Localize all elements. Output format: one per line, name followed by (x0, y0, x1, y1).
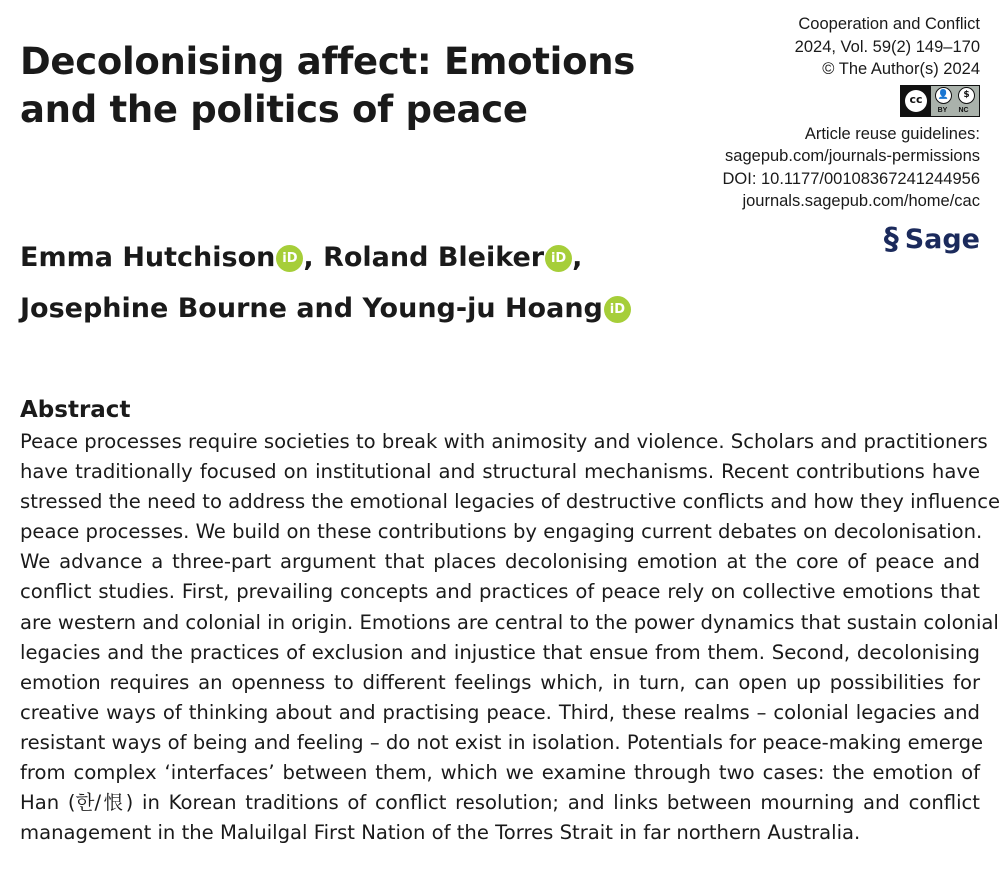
author-separator: , (572, 242, 583, 273)
abstract-heading: Abstract (20, 397, 131, 423)
author-list (20, 232, 720, 334)
author-name: Roland Bleiker (323, 242, 545, 273)
orcid-icon[interactable]: iD (604, 296, 631, 323)
abstract-line: peace processes. We build on these contributions by engaging current debates on decolonisation. (20, 520, 983, 544)
abstract-line: legacies and the practices of exclusion and injustice that ensue from them. Second, decolonising (20, 640, 980, 664)
journal-citation: 2024, Vol. 59(2) 149–170 (794, 37, 980, 56)
noncommercial-icon: $ (958, 87, 975, 104)
publisher-name: Sage (904, 223, 980, 255)
abstract-line: stressed the need to address the emotional legacies of destructive conflicts and how they influence (20, 490, 1000, 514)
sage-s-icon: § (883, 221, 899, 257)
cc-license-badge[interactable] (900, 85, 980, 117)
abstract-text (20, 427, 1000, 848)
author-name: Emma Hutchison (20, 242, 276, 273)
sage-logo (883, 221, 980, 257)
abstract-line: conflict studies. First, prevailing concepts and practices of peace rely on collective emotions that (20, 580, 980, 604)
article-title: Decolonising affect: Emotions and the politics of peace (20, 40, 635, 131)
orcid-icon[interactable]: iD (545, 245, 572, 272)
abstract-line: emotion requires an openness to different feelings which, in turn, can open up possibilities for (20, 670, 980, 694)
creative-commons-icon: cc (901, 86, 931, 116)
orcid-icon[interactable]: iD (276, 245, 303, 272)
nc-label: NC (958, 106, 969, 114)
reuse-guidelines-label: Article reuse guidelines: (804, 124, 980, 143)
abstract-line: resistant ways of being and feeling – do not exist in isolation. Potentials for peace-making emerge (20, 730, 984, 754)
by-label: BY (937, 106, 948, 114)
journal-info (640, 13, 980, 255)
permissions-link[interactable]: sagepub.com/journals-permissions (725, 147, 980, 165)
abstract-line: Peace processes require societies to break with animosity and violence. Scholars and practitioners (20, 430, 988, 453)
abstract-line: have traditionally focused on institutional and structural mechanisms. Recent contributions have (20, 460, 980, 484)
doi-link[interactable]: DOI: 10.1177/00108367241244956 (722, 169, 980, 188)
author-name: Josephine Bourne and Young-ju Hoang (20, 293, 603, 324)
journal-name: Cooperation and Conflict (798, 15, 980, 33)
copyright-line: © The Author(s) 2024 (822, 60, 980, 78)
abstract-line: management in the Maluilgal First Nation of the Torres Strait in far northern Australia. (20, 821, 861, 845)
abstract-line: We advance a three-part argument that places decolonising emotion at the core of peace and (20, 550, 980, 574)
abstract-line: creative ways of thinking about and practising peace. Third, these realms – colonial legacies and (20, 700, 980, 724)
abstract-line: from complex ‘interfaces’ between them, which we examine through two cases: the emotion of (20, 761, 980, 785)
abstract-line: Han (한/恨) in Korean traditions of conflict resolution; and links between mourning and conflict (20, 791, 980, 815)
abstract-line: are western and colonial in origin. Emotions are central to the power dynamics that sustain colonial (20, 610, 999, 634)
attribution-icon: 👤 (935, 87, 952, 104)
author-separator: , (303, 242, 324, 273)
journal-home-link[interactable]: journals.sagepub.com/home/cac (742, 192, 980, 210)
